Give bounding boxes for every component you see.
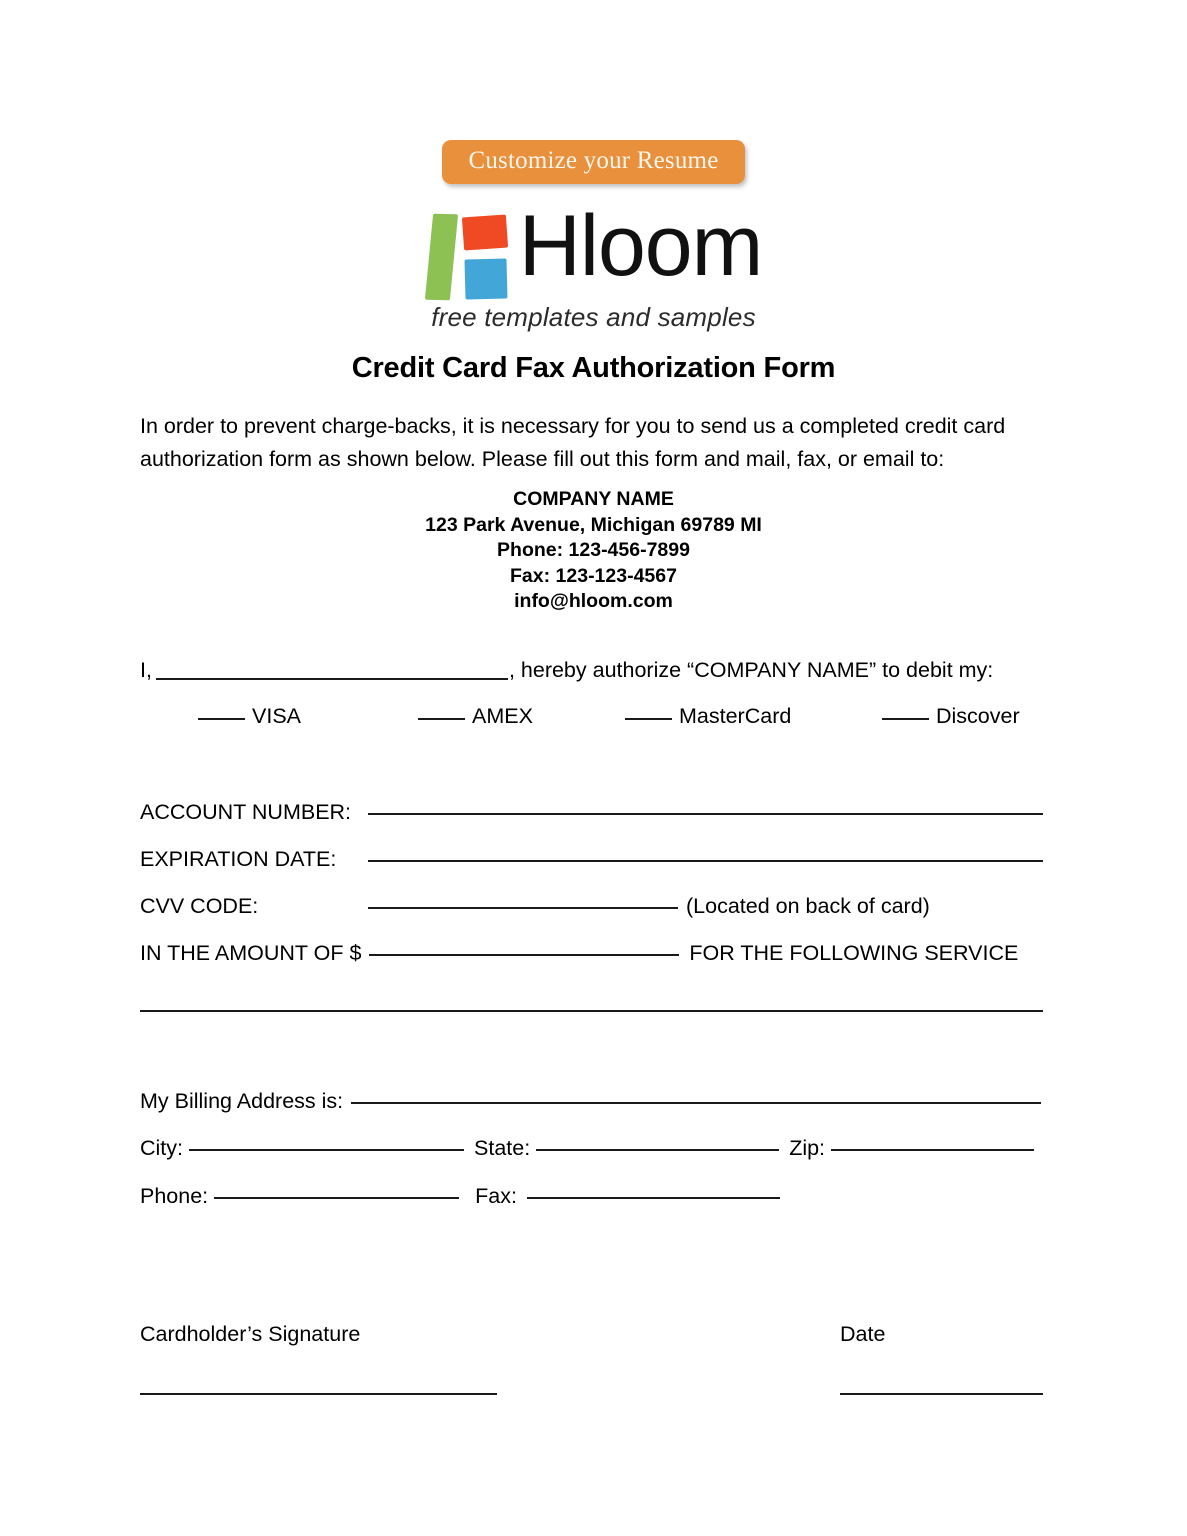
hloom-logo-icon [425, 214, 507, 300]
expiration-date-input[interactable] [368, 860, 1043, 862]
card-option-visa[interactable] [198, 704, 301, 729]
page-title: Credit Card Fax Authorization Form [351, 352, 836, 384]
date-input[interactable] [840, 1393, 1043, 1395]
billing-phone-fax-row [140, 1182, 780, 1210]
date-label: Date [840, 1322, 886, 1346]
logo-blue-block-shape [464, 259, 507, 300]
state-label: State: [474, 1136, 531, 1160]
amount-row [140, 939, 1018, 967]
cvv-code-input[interactable] [368, 907, 678, 909]
company-phone: Phone: 123-456-7899 [497, 539, 690, 561]
card-option-mastercard[interactable] [625, 704, 791, 729]
logo-tagline: free templates and samples [431, 302, 756, 333]
card-checkbox-amex[interactable] [418, 718, 465, 720]
card-label-discover: Discover [936, 704, 1020, 728]
account-number-input[interactable] [368, 813, 1043, 815]
billing-phone-input[interactable] [214, 1197, 459, 1199]
zip-input[interactable] [831, 1149, 1034, 1151]
account-number-row [140, 798, 1043, 826]
cvv-code-hint: (Located on back of card) [686, 894, 930, 918]
logo-wordmark: Hloom [518, 198, 763, 295]
company-fax: Fax: 123-123-4567 [510, 564, 677, 587]
billing-fax-input[interactable] [527, 1197, 780, 1199]
account-number-label: ACCOUNT NUMBER: [140, 800, 352, 824]
state-input[interactable] [536, 1149, 779, 1151]
card-label-visa: VISA [252, 704, 301, 728]
cvv-code-row [140, 892, 930, 920]
company-name: COMPANY NAME [513, 488, 674, 510]
cardholder-signature-label: Cardholder’s Signature [140, 1322, 361, 1346]
amount-label: IN THE AMOUNT OF $ [140, 941, 362, 965]
cardholder-signature-input[interactable] [140, 1393, 497, 1395]
intro-paragraph: In order to prevent charge-backs, it is necessary for you to send us a completed credit card authorization form as shown below. Please fill out this form and mail, fax, or email to: [140, 414, 1006, 471]
expiration-date-row [140, 845, 1043, 873]
authorization-statement [140, 658, 993, 683]
card-checkbox-discover[interactable] [882, 718, 929, 720]
expiration-date-label: EXPIRATION DATE: [140, 847, 337, 871]
service-description-input[interactable] [140, 1010, 1043, 1012]
company-contact-block [0, 487, 1187, 615]
cardholder-name-input[interactable] [156, 678, 508, 680]
card-checkbox-mastercard[interactable] [625, 718, 672, 720]
logo-green-bar-shape [425, 214, 458, 301]
company-email: info@hloom.com [514, 590, 673, 612]
customize-resume-button[interactable]: Customize your Resume [442, 140, 744, 184]
authorization-prefix: I, [140, 658, 152, 682]
branding-header [0, 140, 1187, 333]
authorization-suffix: , hereby authorize “COMPANY NAME” to debit my: [508, 658, 994, 682]
billing-address-row [140, 1087, 1041, 1115]
amount-input[interactable] [369, 954, 679, 956]
card-checkbox-visa[interactable] [198, 718, 245, 720]
card-label-mastercard: MasterCard [679, 704, 792, 728]
billing-address-label: My Billing Address is: [140, 1089, 344, 1113]
logo [0, 198, 1187, 300]
billing-fax-label: Fax: [475, 1184, 517, 1208]
card-option-amex[interactable] [418, 704, 533, 729]
zip-label: Zip: [789, 1136, 826, 1160]
company-address: 123 Park Avenue, Michigan 69789 MI [425, 513, 762, 536]
amount-service-suffix: FOR THE FOLLOWING SERVICE [689, 941, 1019, 965]
logo-red-block-shape [462, 215, 508, 251]
city-input[interactable] [189, 1149, 464, 1151]
city-state-zip-row [140, 1134, 1034, 1162]
billing-phone-label: Phone: [140, 1184, 209, 1208]
card-label-amex: AMEX [472, 704, 533, 728]
card-option-discover[interactable] [882, 704, 1020, 729]
billing-address-input[interactable] [351, 1102, 1041, 1104]
city-label: City: [140, 1136, 183, 1160]
cvv-code-label: CVV CODE: [140, 894, 259, 918]
